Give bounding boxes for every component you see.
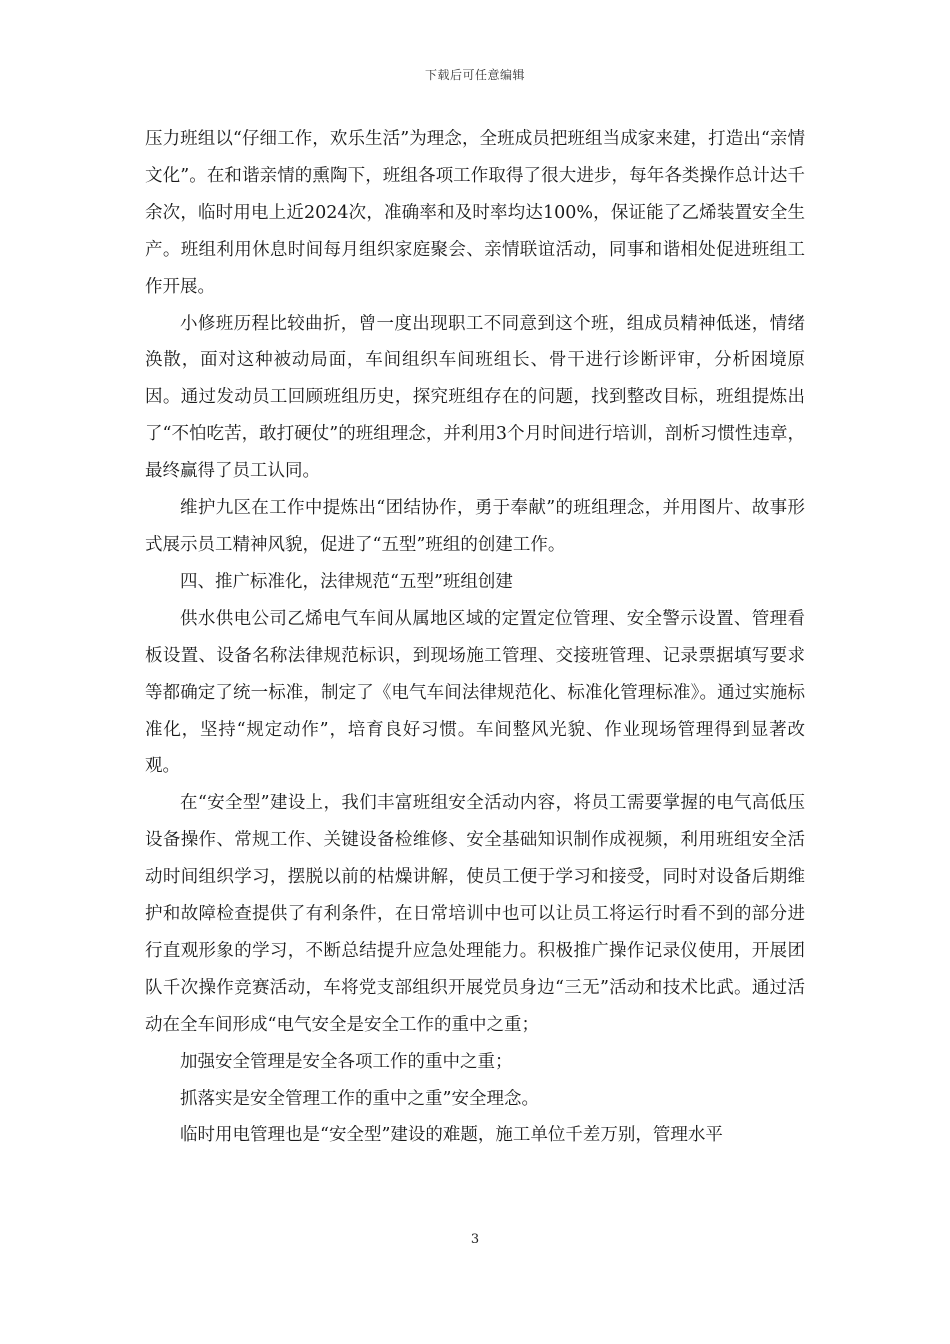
paragraph-2: 小修班历程比较曲折，曾一度出现职工不同意到这个班，组成员精神低迷，情绪涣散，面对这种被动局面，车间组织车间班组长、骨干进行诊断评审，分析困境原因。通过发动员工回顾班组历史，探究班组存在的问题，找到整改目标，班组提炼出了“不怕吃苦，敢打硬仗”的班组理念，并利用3个月时间进行培训，剖析习惯性违章，最终赢得了员工认同。	[145, 313, 805, 482]
page-number: 3	[470, 1232, 480, 1247]
paragraph-4: 供水供电公司乙烯电气车间从属地区域的定置定位管理、安全警示设置、管理看板设置、设备名称法律规范标识，到现场施工管理、交接班管理、记录票据填写要求等都确定了统一标准，制定了《电气车间法律规范化、标准化管理标准》。通过实施标准化，坚持“规定动作”，培育良好习惯。车间整风光貌、作业现场管理得到显著改观。	[145, 608, 805, 777]
paragraph-7: 抓落实是安全管理工作的重中之重”安全理念。	[180, 1088, 539, 1109]
paragraph-5: 在“安全型”建设上，我们丰富班组安全活动内容，将员工需要掌握的电气高低压设备操作、常规工作、关键设备检维修、安全基础知识制作成视频，利用班组安全活动时间组织学习，摆脱以前的枯燥讲解，使员工便于学习和接受，同时对设备后期维护和故障检查提供了有利条件，在日常培训中也可以让员工将运行时看不到的部分进行直观形象的学习，不断总结提升应急处理能力。积极推广操作记录仪使用，开展团队千次操作竞赛活动，车将党支部组织开展党员身边“三无”活动和技术比武。通过活动在全车间形成“电气安全是安全工作的重中之重；	[145, 793, 805, 1035]
paragraph-8: 临时用电管理也是“安全型”建设的难题，施工单位千差万别，管理水平	[180, 1125, 723, 1146]
paragraph-1: 压力班组以“仔细工作，欢乐生活”为理念，全班成员把班组当成家来建，打造出“亲情文化”。在和谐亲情的熏陶下，班组各项工作取得了很大进步，每年各类操作总计达千余次，临时用电上近2024次，准确率和及时率均达100%，保证能了乙烯装置安全生产。班组利用休息时间每月组织家庭聚会、亲情联谊活动，同事和谐相处促进班组工作开展。	[145, 129, 805, 297]
section-heading: 四、推广标准化，法律规范“五型”班组创建	[180, 571, 513, 592]
paragraph-3: 维护九区在工作中提炼出“团结协作，勇于奉献”的班组理念，并用图片、故事形式展示员工精神风貌，促进了“五型”班组的创建工作。	[145, 498, 805, 555]
paragraph-6: 加强安全管理是安全各项工作的重中之重；	[180, 1051, 513, 1072]
document-body	[145, 121, 805, 1154]
page-header: 下载后可任意编辑	[424, 68, 525, 82]
